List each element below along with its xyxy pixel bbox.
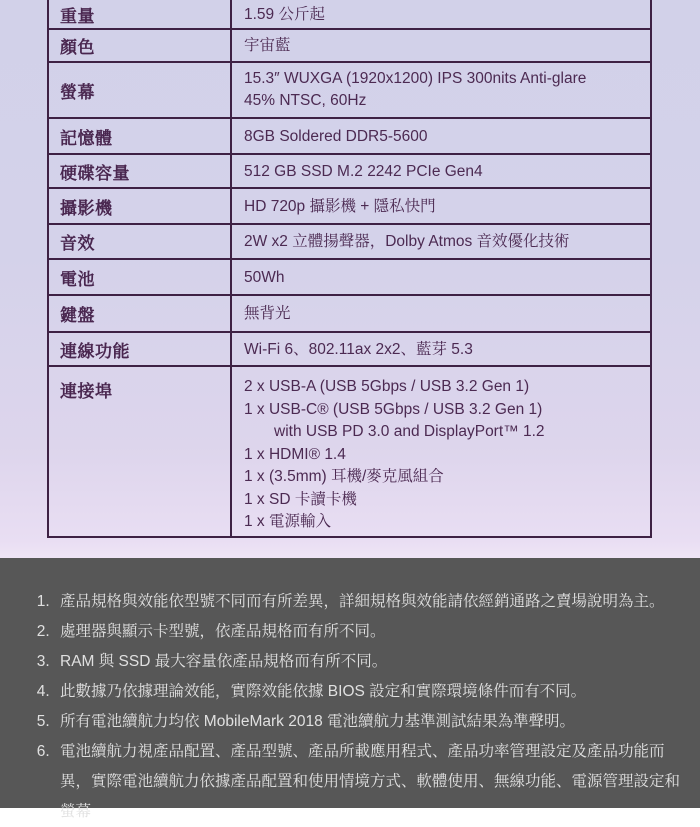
spec-value-line: 8GB Soldered DDR5-5600 — [244, 127, 428, 145]
spec-value-line: Wi-Fi 6、802.11ax 2x2、藍芽 5.3 — [244, 340, 473, 358]
spec-value-line: 1 x SD 卡讀卡機 — [244, 490, 357, 508]
spec-label: 硬碟容量 — [49, 155, 232, 187]
spec-value — [232, 119, 650, 153]
spec-value — [232, 367, 650, 536]
spec-value — [232, 333, 650, 365]
spec-row — [49, 367, 650, 536]
footnote-item: 2. 處理器與顯示卡型號，依產品規格而有所不同。 — [54, 617, 692, 647]
spec-row — [49, 189, 650, 225]
spec-value — [232, 189, 650, 223]
spec-value — [232, 0, 650, 28]
spec-label: 連接埠 — [49, 367, 232, 536]
spec-value — [232, 260, 650, 294]
spec-value — [232, 30, 650, 61]
spec-value-line: 1.59 公斤起 — [244, 5, 325, 23]
spec-value-line: 無背光 — [244, 305, 291, 322]
footnote-item: 4. 此數據乃依據理論效能，實際效能依據 BIOS 設定和實際環境條件而有不同。 — [54, 677, 692, 707]
spec-value — [232, 225, 650, 258]
spec-label: 重量 — [49, 0, 232, 28]
spec-row — [49, 225, 650, 260]
spec-value-line: 1 x USB-C® (USB 5Gbps / USB 3.2 Gen 1) — [244, 400, 543, 418]
spec-row — [49, 260, 650, 296]
spec-row — [49, 63, 650, 119]
spec-label: 鍵盤 — [49, 296, 232, 331]
spec-value-line: 1 x HDMI® 1.4 — [244, 445, 346, 463]
spec-label: 記憶體 — [49, 119, 232, 153]
footnotes-section — [0, 558, 700, 820]
spec-row — [49, 296, 650, 333]
spec-row — [49, 333, 650, 367]
spec-row — [49, 0, 650, 30]
spec-label: 電池 — [49, 260, 232, 294]
spec-value-line: with USB PD 3.0 and DisplayPort™ 1.2 — [274, 423, 545, 440]
spec-label: 音效 — [49, 225, 232, 258]
footnote-item: 5. 所有電池續航力均依 MobileMark 2018 電池續航力基準測試結果為準聲明。 — [54, 707, 692, 737]
spec-value-line: 15.3″ WUXGA (1920x1200) IPS 300nits Anti-glare — [244, 70, 587, 87]
spec-label: 連線功能 — [49, 333, 232, 365]
spec-value — [232, 63, 650, 117]
spec-value-line: 宇宙藍 — [244, 37, 291, 54]
spec-value-line: 2 x USB-A (USB 5Gbps / USB 3.2 Gen 1) — [244, 378, 530, 395]
spec-row — [49, 119, 650, 155]
spec-value-line: 45% NTSC, 60Hz — [244, 92, 367, 109]
footnote-list — [0, 587, 700, 827]
spec-value-line: 2W x2 立體揚聲器，Dolby Atmos 音效優化技術 — [244, 233, 570, 250]
spec-value — [232, 155, 650, 187]
footnote-item: 1. 產品規格與效能依型號不同而有所差異，詳細規格與效能請依經銷通路之賣場說明為主。 — [54, 587, 692, 617]
spec-value-line: HD 720p 攝影機 + 隱私快門 — [244, 197, 436, 215]
spec-value-line: 1 x 電源輸入 — [244, 513, 331, 530]
footnote-item: 3. RAM 與 SSD 最大容量依產品規格而有所不同。 — [54, 647, 692, 677]
spec-value-line: 50Wh — [244, 268, 285, 286]
spec-value-line: 1 x (3.5mm) 耳機/麥克風組合 — [244, 468, 444, 485]
spec-label: 顏色 — [49, 30, 232, 61]
spec-table — [47, 0, 652, 538]
footnote-item: 6. 電池續航力視產品配置、產品型號、產品所載應用程式、產品功率管理設定及產品功能而異，實際電池續航力依據產品配置和使用情境方式、軟體使用、無線功能、電源管理設定和螢幕 — [54, 737, 692, 827]
spec-value-line: 512 GB SSD M.2 2242 PCIe Gen4 — [244, 162, 483, 180]
spec-row — [49, 30, 650, 63]
spec-value — [232, 296, 650, 331]
spec-label: 攝影機 — [49, 189, 232, 223]
spec-row — [49, 155, 650, 189]
spec-label: 螢幕 — [49, 63, 232, 117]
